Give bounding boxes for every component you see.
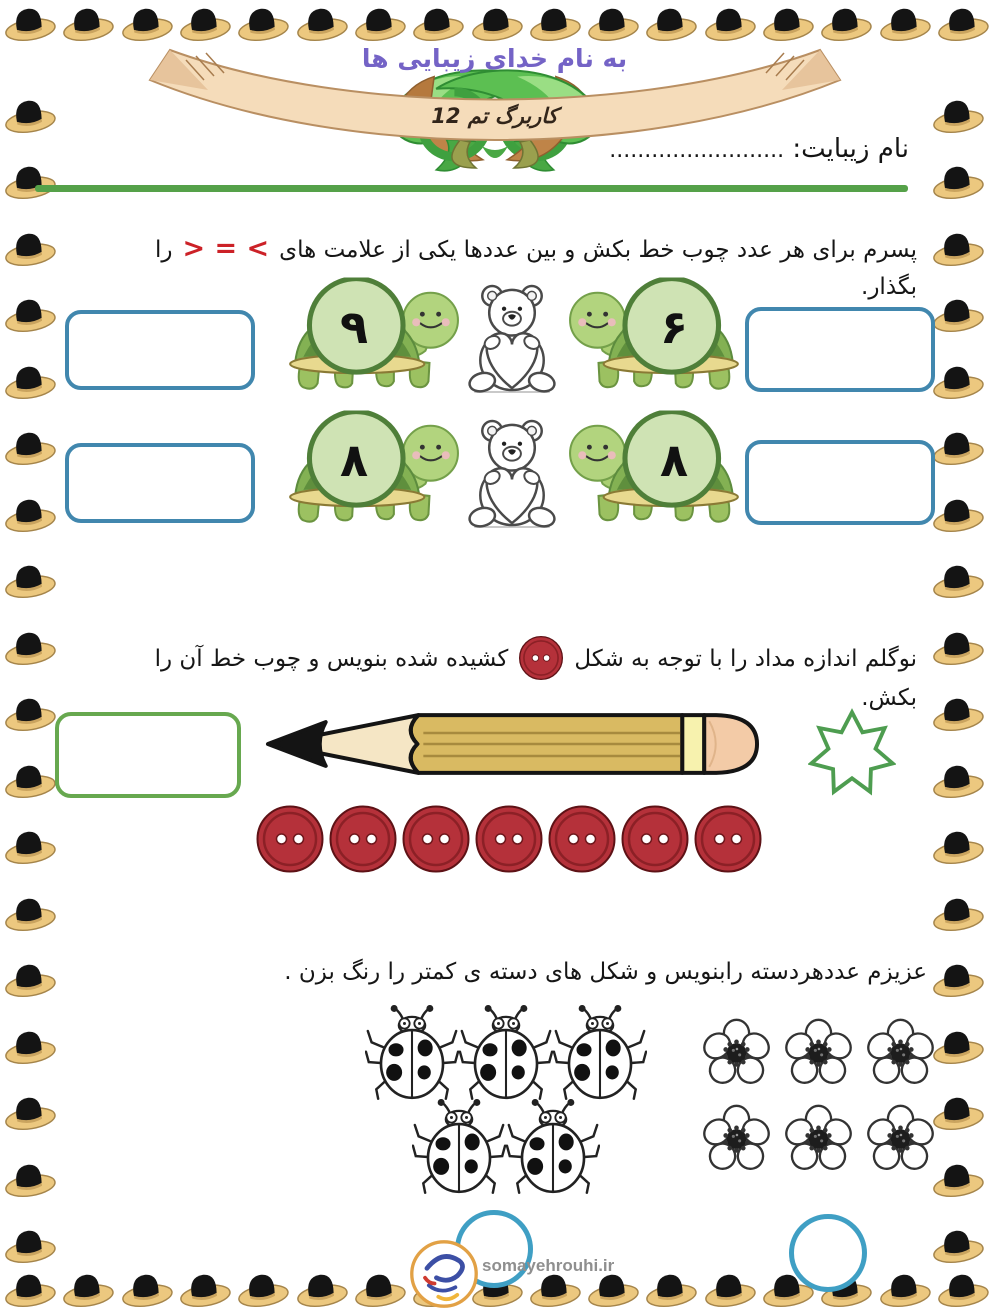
red-button-icon	[328, 804, 398, 874]
straw-hat-icon	[2, 958, 58, 1000]
straw-hat-icon	[2, 759, 58, 801]
worksheet-title: کاربرگ تم 12	[431, 104, 558, 128]
straw-hat-icon	[2, 227, 58, 269]
red-button-icon	[620, 804, 690, 874]
straw-hat-icon	[2, 1025, 58, 1067]
turtle-number-8-right	[567, 410, 745, 528]
flower-icon	[861, 1018, 940, 1090]
straw-hat-icon	[930, 692, 986, 734]
red-button-icon	[401, 804, 471, 874]
turtle-number-6	[567, 277, 745, 395]
straw-hat-icon	[930, 958, 986, 1000]
red-button-icon	[547, 804, 617, 874]
count-circle-flowers[interactable]	[789, 1214, 867, 1292]
divider-line	[35, 185, 908, 192]
straw-hat-icon	[177, 1268, 233, 1310]
flower-icon	[697, 1104, 776, 1176]
red-button-icon	[255, 804, 325, 874]
straw-hat-icon	[2, 559, 58, 601]
pencil-image	[256, 703, 764, 785]
ladybug-icon	[365, 1005, 459, 1105]
straw-hat-icon	[930, 426, 986, 468]
turtle-number-label: ۸	[659, 433, 689, 487]
straw-hat-icon	[2, 2, 58, 44]
straw-hat-icon	[2, 1158, 58, 1200]
straw-hat-icon	[119, 1268, 175, 1310]
flower-icon	[779, 1018, 858, 1090]
straw-hat-icon	[294, 1268, 350, 1310]
ladybug-icon	[412, 1099, 506, 1199]
red-button-icon	[693, 804, 763, 874]
tally-box-row2-left[interactable]	[65, 443, 255, 523]
straw-hat-icon	[935, 1268, 989, 1310]
turtle-number-label: ۶	[659, 300, 689, 354]
exercise1-instruction: پسرم برای هر عدد چوب خط بکش و بین عددها یکی از علامت های> = <را بگذار.	[154, 233, 917, 300]
flower-icon-row	[696, 1104, 940, 1176]
comparison-symbols: > = <	[182, 233, 270, 264]
straw-hat-icon	[60, 1268, 116, 1310]
red-button-icon	[518, 635, 564, 681]
tally-box-row1-right[interactable]	[745, 307, 935, 392]
straw-hat-icon	[930, 360, 986, 402]
bear-with-heart-row2[interactable]	[462, 416, 562, 530]
name-line	[609, 134, 909, 164]
straw-hat-icon	[930, 559, 986, 601]
straw-hat-icon	[930, 160, 986, 202]
straw-hat-icon	[930, 626, 986, 668]
straw-hat-icon	[2, 825, 58, 867]
bismillah-text: به نام خدای زیبایی ها	[361, 44, 628, 73]
exercise3-instruction: عزیزم عددهردسته رابنویس و شکل های دسته ی کمتر را رنگ بزن .	[284, 959, 927, 985]
straw-hat-icon	[877, 1268, 933, 1310]
straw-hat-icon	[930, 825, 986, 867]
straw-hat-icon	[2, 293, 58, 335]
tally-box-row1-left[interactable]	[65, 310, 255, 390]
straw-hat-icon	[235, 1268, 291, 1310]
straw-hat-icon	[2, 692, 58, 734]
ladybug-icon	[459, 1005, 553, 1105]
ladybug-group	[358, 1005, 654, 1199]
straw-hat-icon	[935, 2, 989, 44]
turtle-number-label: ۹	[339, 300, 369, 354]
hat-border-left	[1, 94, 59, 1266]
straw-hat-icon	[2, 360, 58, 402]
straw-hat-icon	[930, 493, 986, 535]
red-button-icon	[474, 804, 544, 874]
straw-hat-icon	[702, 1268, 758, 1310]
ladybug-icon-row	[358, 1005, 654, 1105]
bear-with-heart-row1[interactable]	[462, 281, 562, 395]
straw-hat-icon	[2, 493, 58, 535]
straw-hat-icon	[2, 892, 58, 934]
straw-hat-icon	[930, 293, 986, 335]
name-label: نام زیبایت:	[792, 134, 909, 164]
straw-hat-icon	[2, 1091, 58, 1133]
star-answer-shape[interactable]	[808, 708, 896, 798]
flower-icon-row	[696, 1018, 940, 1090]
name-dots-blank[interactable]: .........................	[609, 138, 785, 163]
buttons-row	[255, 804, 770, 876]
flower-icon	[861, 1104, 940, 1176]
turtle-number-label: ۸	[339, 433, 369, 487]
pencil-answer-box[interactable]	[55, 712, 241, 798]
tally-box-row2-right[interactable]	[745, 440, 935, 525]
straw-hat-icon	[2, 426, 58, 468]
ladybug-icon	[553, 1005, 647, 1105]
straw-hat-icon	[930, 892, 986, 934]
straw-hat-icon	[930, 1224, 986, 1266]
site-logo	[408, 1238, 480, 1310]
ladybug-icon-row	[358, 1099, 654, 1199]
straw-hat-icon	[643, 1268, 699, 1310]
straw-hat-icon	[2, 1224, 58, 1266]
straw-hat-icon	[2, 160, 58, 202]
straw-hat-icon	[2, 1268, 58, 1310]
ladybug-icon	[506, 1099, 600, 1199]
straw-hat-icon	[352, 1268, 408, 1310]
turtle-number-8-left	[283, 410, 461, 528]
flower-icon	[697, 1018, 776, 1090]
flower-group	[696, 1018, 940, 1176]
straw-hat-icon	[930, 227, 986, 269]
website-url: somayehrouhi.ir	[482, 1256, 615, 1275]
straw-hat-icon	[2, 626, 58, 668]
straw-hat-icon	[930, 759, 986, 801]
exercise2-instruction: نوگلم اندازه مداد را با توجه به شکلکشیده شده بنویس و چوب خط آن را بکش.	[150, 635, 917, 717]
flower-icon	[779, 1104, 858, 1176]
turtle-number-9	[283, 277, 461, 395]
